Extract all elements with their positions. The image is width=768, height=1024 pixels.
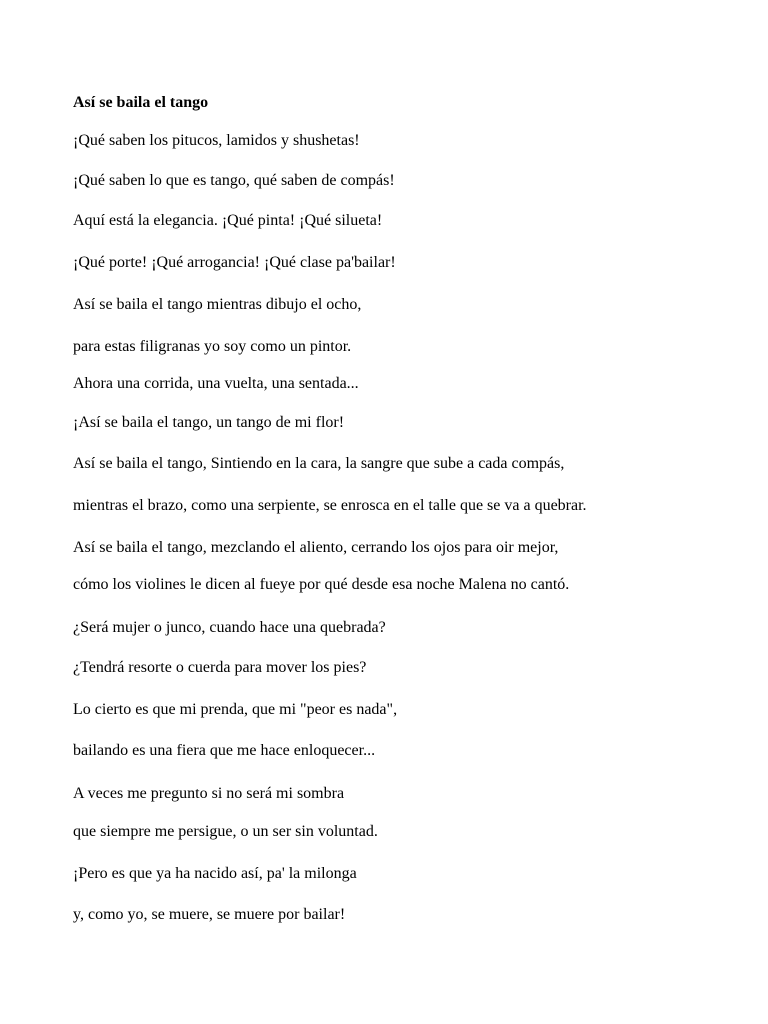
- verse-line: mientras el brazo, como una serpiente, se enrosca en el talle que se va a quebrar.: [73, 497, 587, 514]
- verse-line: ¡Qué saben lo que es tango, qué saben de compás!: [73, 172, 395, 189]
- verse-line: A veces me pregunto si no será mi sombra: [73, 785, 345, 802]
- verse-line: Así se baila el tango, Sintiendo en la cara, la sangre que sube a cada compás,: [73, 455, 565, 472]
- verse-line: y, como yo, se muere, se muere por bailar!: [73, 906, 346, 923]
- verse-line: ¿Será mujer o junco, cuando hace una quebrada?: [73, 619, 386, 636]
- verse-line: Lo cierto es que mi prenda, que mi "peor es nada",: [73, 701, 398, 718]
- verse-line: ¡Qué porte! ¡Qué arrogancia! ¡Qué clase pa'bailar!: [73, 254, 396, 271]
- verse-line: ¡Así se baila el tango, un tango de mi flor!: [73, 414, 345, 431]
- verse-line: que siempre me persigue, o un ser sin voluntad.: [73, 823, 378, 840]
- verse-line: Así se baila el tango mientras dibujo el ocho,: [73, 296, 362, 313]
- verse-line: ¡Pero es que ya ha nacido así, pa' la milonga: [73, 865, 357, 882]
- verse-line: Aquí está la elegancia. ¡Qué pinta! ¡Qué silueta!: [73, 212, 383, 229]
- document-title: Así se baila el tango: [73, 94, 209, 111]
- verse-line: ¡Qué saben los pitucos, lamidos y shushetas!: [73, 132, 360, 149]
- verse-line: Así se baila el tango, mezclando el aliento, cerrando los ojos para oir mejor,: [73, 539, 559, 556]
- verse-line: Ahora una corrida, una vuelta, una sentada...: [73, 375, 359, 392]
- verse-line: bailando es una fiera que me hace enloquecer...: [73, 742, 376, 759]
- verse-line: cómo los violines le dicen al fueye por qué desde esa noche Malena no cantó.: [73, 576, 570, 593]
- verse-line: para estas filigranas yo soy como un pintor.: [73, 338, 352, 355]
- verse-line: ¿Tendrá resorte o cuerda para mover los pies?: [73, 659, 367, 676]
